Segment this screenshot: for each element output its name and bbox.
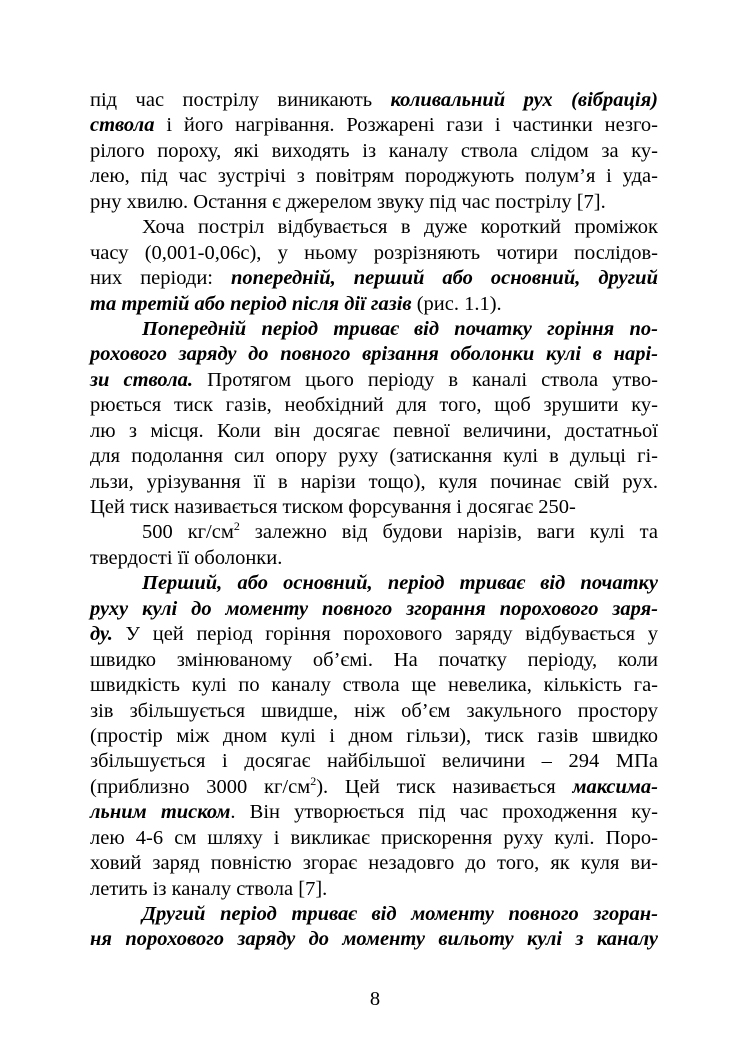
text-line: лю з місця. Коли він досягає певної величини, достатньої — [90, 419, 658, 442]
text-line: швидко змінюваному об’ємі. На початку періоду, коли — [90, 648, 658, 671]
text-line: збільшується і досягає найбільшої величини – 294 МПа — [90, 750, 658, 773]
paragraph-first-line: Перший, або основний, період триває від початку — [142, 572, 658, 595]
superscript: 2 — [310, 773, 317, 788]
text-line: ду. У цей період горіння порохового заряду відбувається у — [90, 623, 658, 646]
paragraph-first-line: 500 $кг/см^2$ залежно від будови нарізів, ваги кулі та — [142, 519, 658, 544]
text-line: рохового заряду до повного врізання оболонки кулі в нарі- — [90, 343, 658, 366]
text-line: під час пострілу виникають коливальний рух (вібрація) — [90, 89, 658, 111]
document-body — [90, 88, 658, 953]
text-line: них періоди: попередній, перший або основний, другий — [90, 267, 658, 290]
text-line: (простір між дном кулі і дном гільзи), тиск газів швидко — [90, 724, 658, 747]
text-line: твердості її оболонки. — [90, 546, 283, 569]
text-line: льним тиском. Він утворюється під час проходження ку- — [90, 801, 658, 824]
text-line: Цей тиск називається тиском форсування і досягає 250- — [90, 496, 576, 518]
text-line: (приблизно 3000 $кг/см^2$). Цей тиск називається максима- — [90, 773, 658, 798]
text-line: летить із каналу ствола [7]. — [90, 877, 328, 900]
page-number: 8 — [369, 988, 381, 1010]
text-line: рілого пороху, які виходять із каналу ствола слідом за ку- — [90, 139, 658, 162]
text-line: ховий заряд повністю згорає незадовго до того, як куля ви- — [90, 852, 658, 875]
paragraph-first-line: Попередній період триває від початку горіння по- — [142, 317, 658, 340]
text-line: для подолання сил опору руху (затискання кулі в дульці гі- — [90, 445, 658, 468]
text-line: та третій або період після дії газів (рис. 1.1). — [90, 292, 502, 315]
superscript: 2 — [233, 519, 240, 534]
text-line: швидкість кулі по каналу ствола ще невелика, кількість га- — [90, 674, 658, 697]
text-line: ствола і його нагрівання. Розжарені гази і частинки незго- — [90, 114, 658, 137]
text-line: ня порохового заряду до моменту вильоту кулі з каналу — [90, 928, 658, 951]
text-line: лею, під час зустрічі з повітрям породжують полум’я і уда- — [90, 165, 658, 188]
paragraph-first-line: Хоча постріл відбувається в дуже короткий проміжок — [142, 216, 658, 239]
text-line: зів збільшується швидше, ніж об’єм закульного простору — [90, 699, 658, 722]
text-line: часу (0,001-0,06с), у ньому розрізняють чотири послідов- — [90, 241, 658, 264]
text-line: льзи, урізування її в нарізи тощо), куля починає свій рух. — [90, 470, 658, 493]
text-line: лею 4-6 см шляху і викликає прискорення руху кулі. Поро- — [90, 826, 658, 849]
text-line: зи ствола. Протягом цього періоду в каналі ствола утво- — [90, 368, 658, 391]
text-line: руху кулі до моменту повного згорання порохового заря- — [90, 597, 658, 620]
text-line: рну хвилю. Остання є джерелом звуку під час пострілу [7]. — [90, 190, 606, 213]
paragraph-first-line: Другий період триває від моменту повного згоран- — [142, 903, 658, 925]
text-line: рюється тиск газів, необхідний для того, щоб зрушити ку- — [90, 394, 658, 417]
